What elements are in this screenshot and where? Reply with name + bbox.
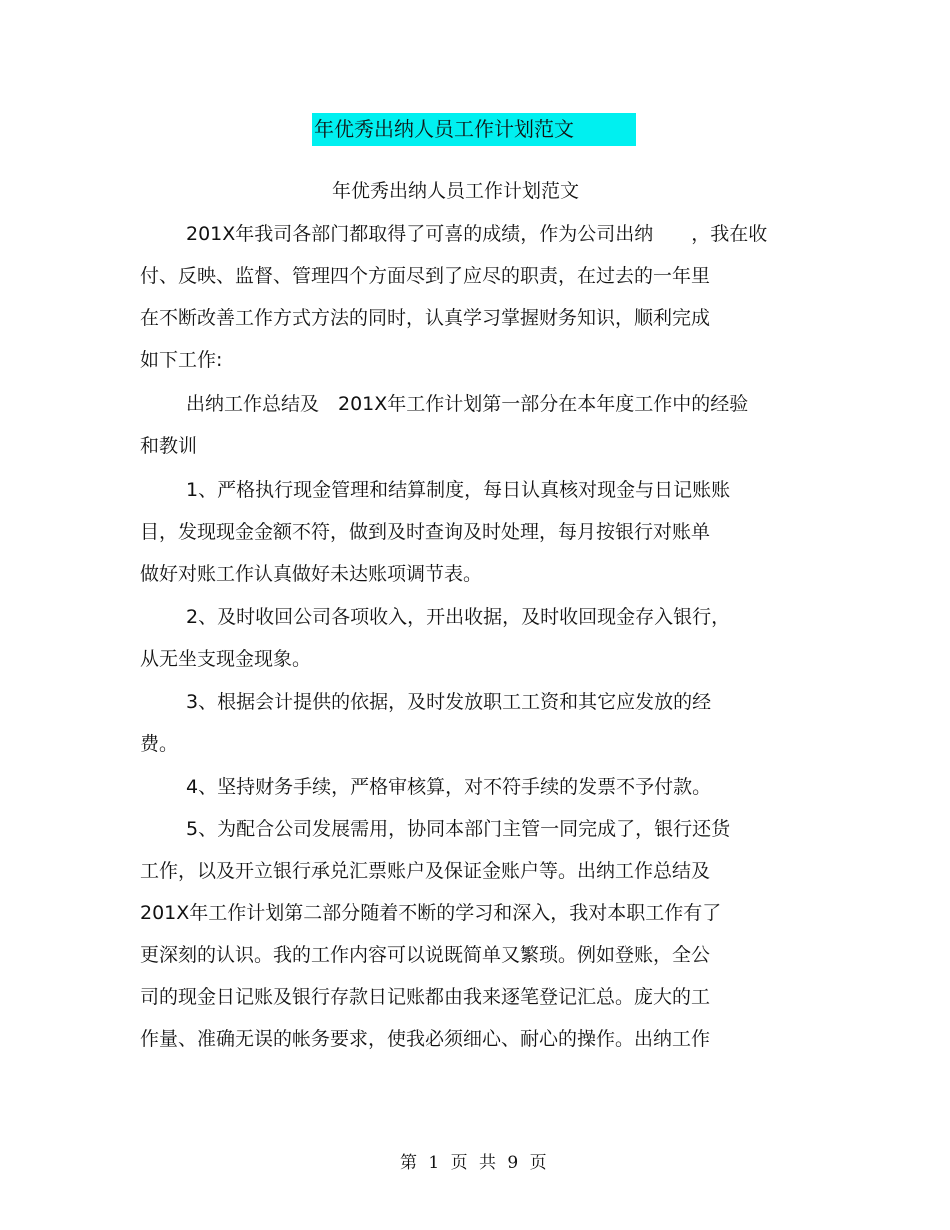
- paragraph-line: 出纳工作总结及 201X年工作计划第一部分在本年度工作中的经验: [186, 393, 749, 415]
- paragraph-line: 3、根据会计提供的依据，及时发放职工工资和其它应发放的经: [186, 691, 712, 713]
- document-title-banner: 年优秀出纳人员工作计划范文: [312, 113, 636, 146]
- paragraph-line: 付、反映、监督、管理四个方面尽到了应尽的职责，在过去的一年里: [140, 265, 711, 287]
- paragraph-line: 司的现金日记账及银行存款日记账都由我来逐笔登记汇总。庞大的工: [140, 986, 711, 1008]
- paragraph-line: 2、及时收回公司各项收入，开出收据，及时收回现金存入银行，: [186, 606, 731, 628]
- paragraph-line: 1、严格执行现金管理和结算制度，每日认真核对现金与日记账账: [186, 479, 731, 501]
- paragraph-line: 更深刻的认识。我的工作内容可以说既简单又繁琐。例如登账，全公: [140, 944, 711, 966]
- paragraph-line: 4、坚持财务手续，严格审核算，对不符手续的发票不予付款。: [186, 776, 712, 798]
- paragraph-line: 工作，以及开立银行承兑汇票账户及保证金账户等。出纳工作总结及: [140, 860, 711, 882]
- page-number-footer: 第 1 页 共 9 页: [400, 1153, 547, 1173]
- paragraph-line: 做好对账工作认真做好未达账项调节表。: [140, 563, 483, 585]
- paragraph-line: 201X年我司各部门都取得了可喜的成绩，作为公司出纳 ，我在收: [186, 223, 768, 245]
- document-subtitle: 年优秀出纳人员工作计划范文: [332, 180, 580, 202]
- paragraph-line: 从无坐支现金现象。: [140, 648, 312, 670]
- paragraph-line: 5、为配合公司发展需用，协同本部门主管一同完成了，银行还货: [186, 818, 731, 840]
- paragraph-line: 如下工作:: [140, 349, 223, 371]
- paragraph-line: 费。: [140, 733, 179, 755]
- paragraph-line: 作量、准确无误的帐务要求，使我必须细心、耐心的操作。出纳工作: [140, 1028, 711, 1050]
- paragraph-line: 和教训: [140, 435, 198, 457]
- paragraph-line: 目，发现现金金额不符，做到及时查询及时处理，每月按银行对账单: [140, 521, 711, 543]
- paragraph-line: 201X年工作计划第二部分随着不断的学习和深入，我对本职工作有了: [140, 902, 722, 924]
- paragraph-line: 在不断改善工作方式方法的同时，认真学习掌握财务知识，顺利完成: [140, 307, 711, 329]
